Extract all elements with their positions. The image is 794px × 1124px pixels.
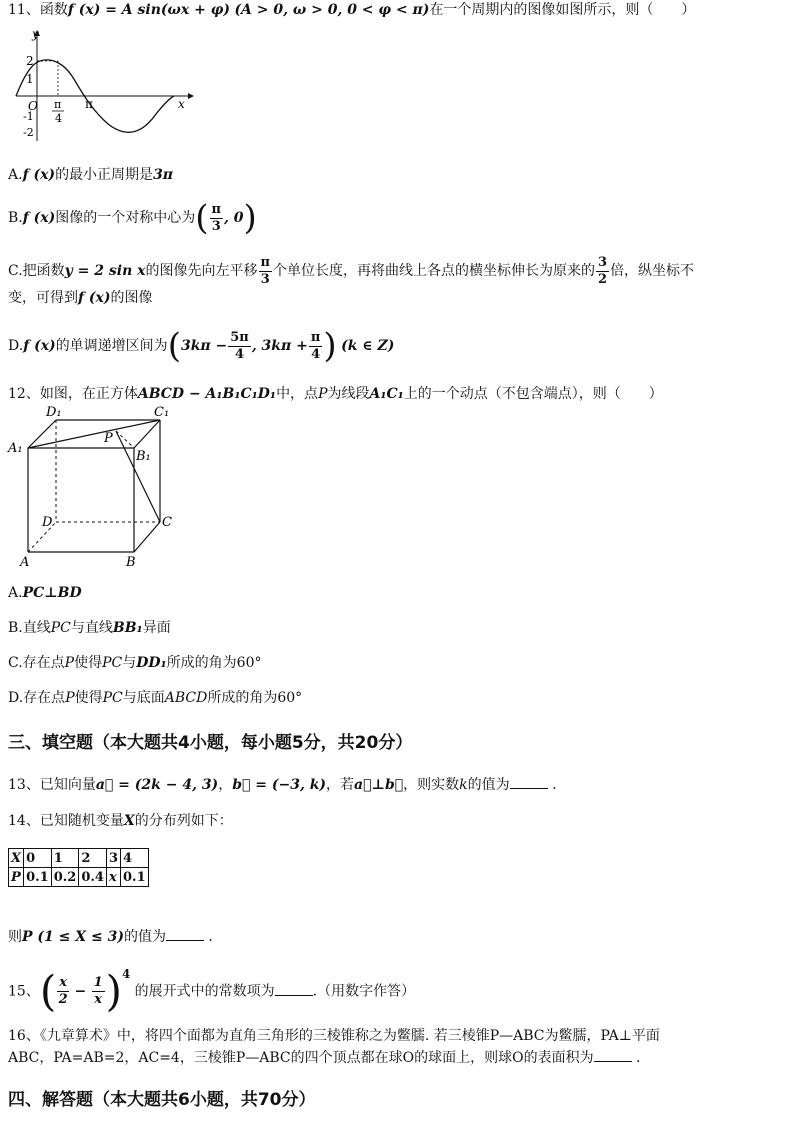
q12-option-d: D.存在点P使得PC与底面ABCD所成的角为60° <box>8 690 303 706</box>
q11-option-d: D.f (x)的单调递增区间为(3kπ − $\frac{5\pi}{4}$ , 3kπ + $\frac{\pi}{4}$ ) (k ∈ Z) <box>8 326 395 366</box>
svg-text:1: 1 <box>26 72 34 86</box>
svg-text:2: 2 <box>26 54 34 68</box>
svg-text:A₁: A₁ <box>8 441 23 456</box>
section-4-heading: 四、解答题（本大题共6小题，共70分） <box>8 1090 316 1110</box>
q16-answer-blank[interactable] <box>594 1047 632 1062</box>
q12-option-c: C.存在点P使得PC与DD₁所成的角为60° <box>8 655 262 671</box>
table-row: P 0.1 0.2 0.4 x 0.1 <box>9 868 149 887</box>
q15: 15、( $\frac{x}{2}$ − $\frac{1}{x}$ )$^4$ 的展开式中的常数项为 .（用数字作答） <box>8 966 416 1016</box>
q12-stem: 12、如图，在正方体ABCD − A₁B₁C₁D₁中，点P为线段A₁C₁上的一个动点（不包含端点），则（ ） <box>8 386 663 402</box>
distribution-table <box>8 848 149 887</box>
svg-text:P: P <box>104 431 113 446</box>
svg-text:B₁: B₁ <box>136 449 151 464</box>
svg-text:π: π <box>54 98 62 111</box>
svg-text:D: D <box>42 515 53 530</box>
q14-answer-blank[interactable] <box>166 926 204 941</box>
q15-answer-blank[interactable] <box>275 981 313 996</box>
q11-option-c-line2: 变，可得到f (x)的图像 <box>8 290 153 306</box>
section-3-heading: 三、填空题（本大题共4小题，每小题5分，共20分） <box>8 733 413 753</box>
cube-figure <box>6 404 186 570</box>
q11-option-a: A.f (x)的最小正周期是3π <box>8 167 174 183</box>
origin-label: O <box>28 99 38 113</box>
q13-answer-blank[interactable] <box>510 774 548 789</box>
q14-stem: 14、已知随机变量X的分布列如下： <box>8 813 233 829</box>
svg-text:A: A <box>20 555 30 570</box>
q16-line2: ABC，PA=AB=2，AC=4，三棱锥P—ABC的四个顶点都在球O的球面上，则球O的表面积为 . <box>8 1047 641 1068</box>
svg-text:4: 4 <box>55 112 62 125</box>
q12-option-b: B.直线PC与直线BB₁异面 <box>8 620 171 636</box>
svg-text:C₁: C₁ <box>154 405 170 420</box>
svg-text:-1: -1 <box>23 110 34 123</box>
q11-option-c: C.把函数y = 2 sin x的图像先向左平移 $\frac{\pi}{3}$ 个单位长度，再将曲线上各点的横坐标伸长为原来的 $\frac{3}{2}$ 倍，纵坐标不 <box>8 254 695 287</box>
svg-text:C: C <box>162 515 172 530</box>
q13: 13、已知向量a⃗ = (2k − 4, 3)，b⃗ = (−3, k)，若a⃗⊥b⃗，则实数k的值为 . <box>8 774 557 795</box>
x-axis-label: x <box>178 97 185 111</box>
y-axis-label: y <box>32 27 39 41</box>
svg-text:B: B <box>126 555 136 570</box>
svg-text:π: π <box>85 97 93 111</box>
q11-stem: 11、函数f (x) = A sin(ωx + φ) (A > 0, ω > 0, 0 < φ < π)在一个周期内的图像如图所示，则（ ） <box>8 2 696 18</box>
q14-question: 则P (1 ≤ X ≤ 3)的值为 . <box>8 926 213 947</box>
q12-option-a: A.PC⊥BD <box>8 585 82 601</box>
svg-text:-2: -2 <box>23 126 34 139</box>
q16-line1: 16、《九章算术》中，将四个面都为直角三角形的三棱锥称之为鳖臑. 若三棱锥P—ABC为鳖臑，PA⊥平面 <box>8 1028 660 1044</box>
table-row: X 0 1 2 3 4 <box>9 849 149 868</box>
svg-text:D₁: D₁ <box>46 405 62 420</box>
sine-graph <box>8 26 198 144</box>
q11-option-b: B.f (x)图像的一个对称中心为( $\frac{\pi}{3}$ , 0) <box>8 198 257 238</box>
